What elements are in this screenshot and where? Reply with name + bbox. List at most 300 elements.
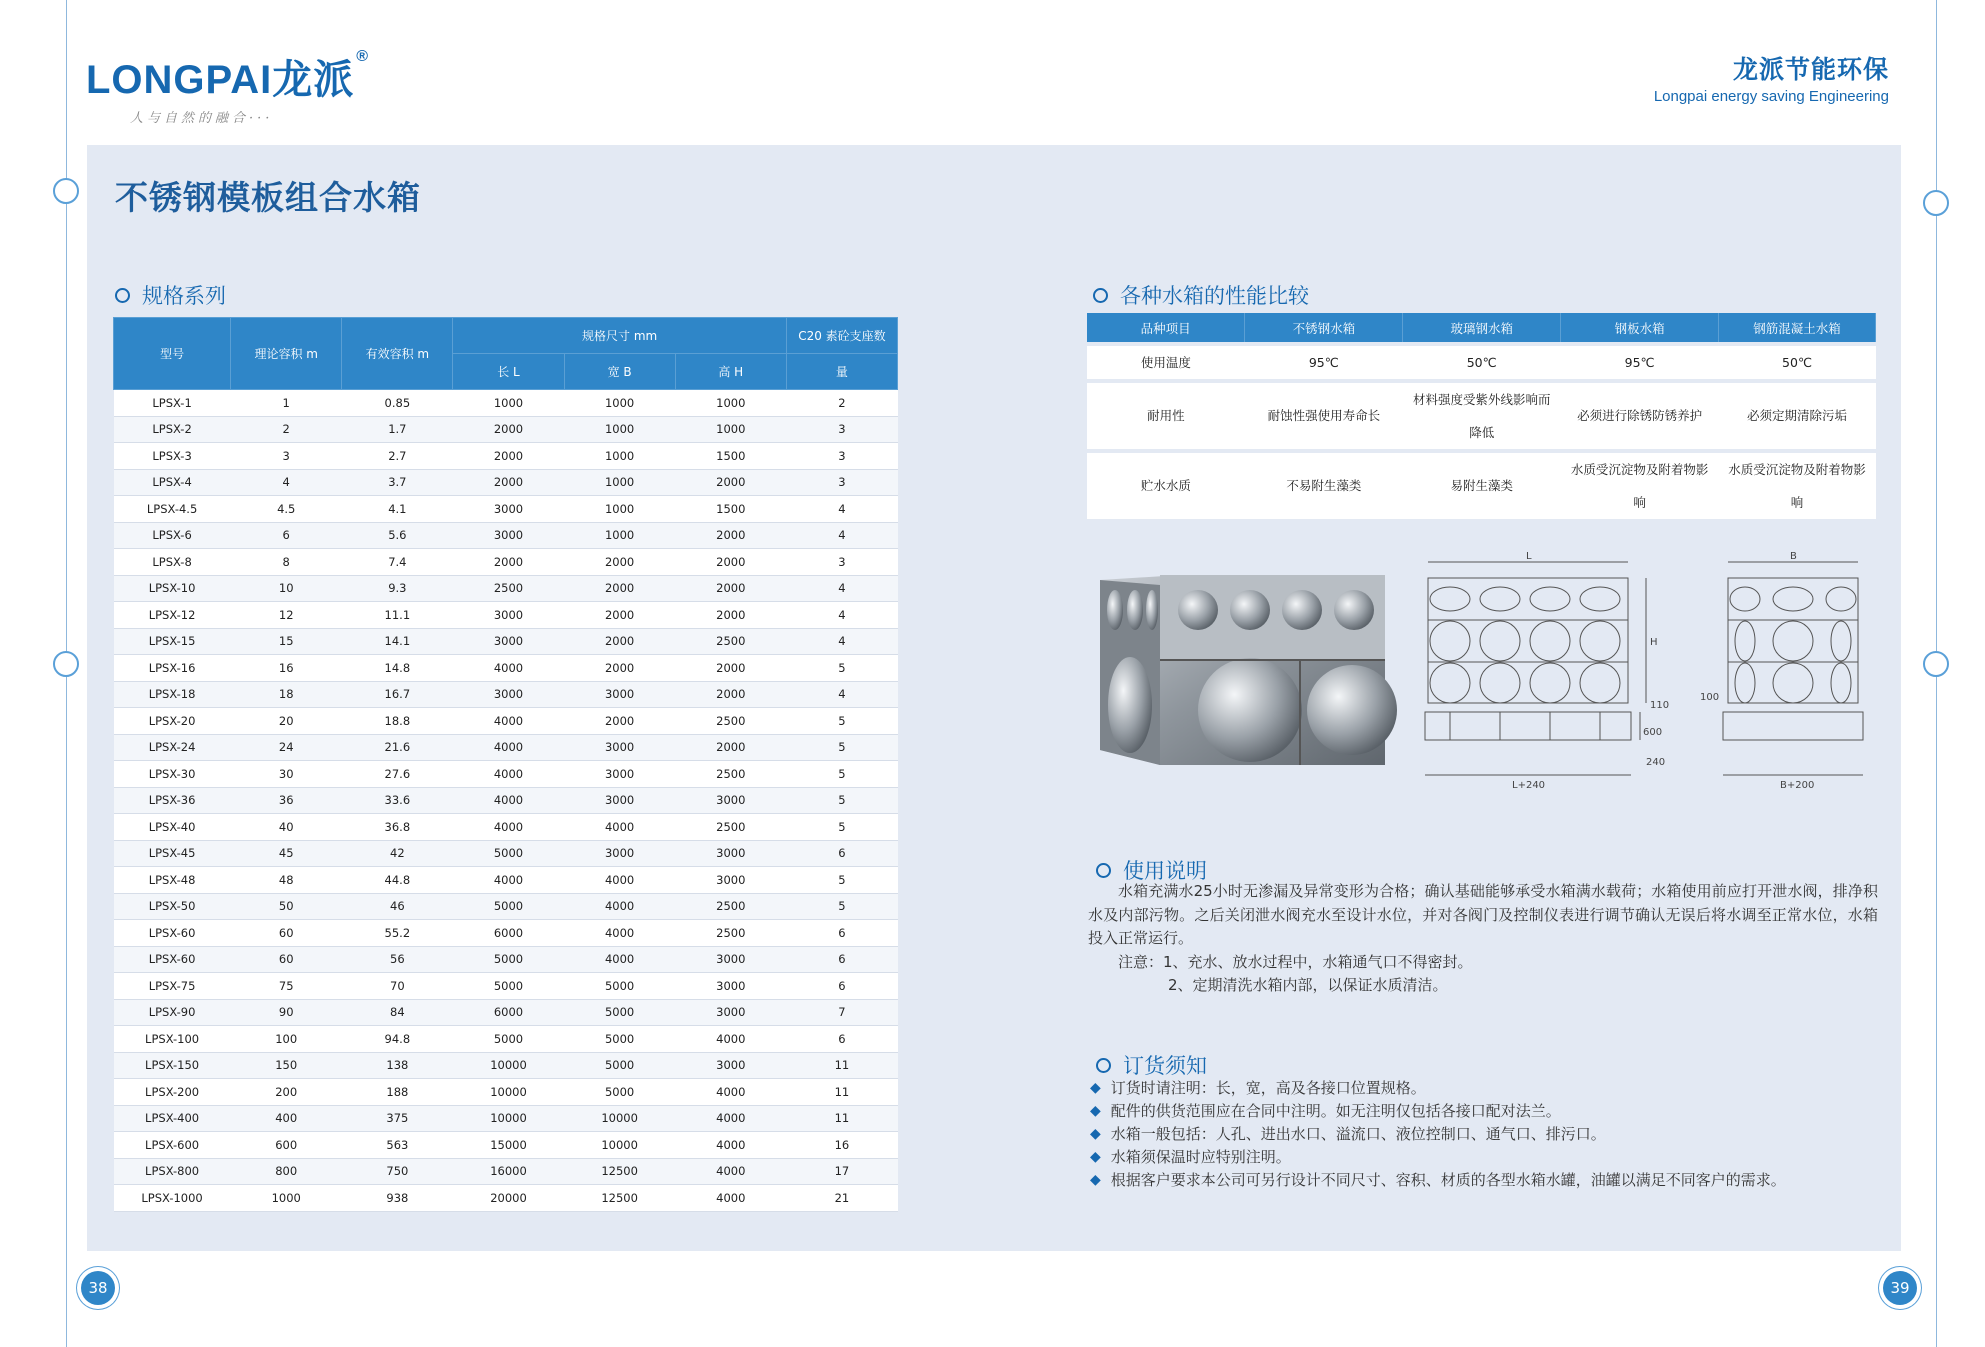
slogan: 人与自然的融合··· — [130, 111, 274, 126]
table-cell: 2000 — [675, 469, 786, 496]
table-cell: 36 — [231, 787, 342, 814]
table-cell: 56 — [342, 946, 453, 973]
table-cell: 1000 — [453, 390, 564, 417]
dim-label-100: 100 — [1700, 692, 1720, 703]
table-row — [114, 1052, 898, 1079]
table-cell: 2000 — [564, 549, 675, 576]
table-row — [114, 655, 898, 682]
table-cell: 18.8 — [342, 708, 453, 735]
logo-text: LONGPAI龙派 — [86, 58, 355, 102]
list-item — [1090, 1100, 1786, 1123]
table-cell: 20 — [231, 708, 342, 735]
table-cell: 36.8 — [342, 814, 453, 841]
table-cell: 5000 — [453, 973, 564, 1000]
table-cell: LPSX-75 — [114, 973, 231, 1000]
spec-table-body — [114, 390, 898, 1212]
table-cell: 45 — [231, 840, 342, 867]
table-cell: 2000 — [675, 522, 786, 549]
table-cell: 2500 — [675, 920, 786, 947]
table-cell: 1000 — [564, 522, 675, 549]
table-cell: 4 — [786, 628, 897, 655]
cmp-cell: 95℃ — [1245, 344, 1403, 381]
table-cell: 5 — [786, 708, 897, 735]
table-cell: 1000 — [564, 390, 675, 417]
table-cell: 2500 — [675, 893, 786, 920]
table-cell: 11 — [786, 1052, 897, 1079]
table-cell: 4000 — [564, 867, 675, 894]
usage-instructions — [1088, 880, 1878, 998]
table-cell: 8 — [231, 549, 342, 576]
table-cell: 5000 — [564, 973, 675, 1000]
table-cell: 4000 — [453, 814, 564, 841]
table-cell: 60 — [231, 946, 342, 973]
table-cell: 48 — [231, 867, 342, 894]
cmp-cell: 使用温度 — [1087, 344, 1245, 381]
table-row — [114, 469, 898, 496]
dim-label-600: 600 — [1643, 727, 1663, 738]
usage-heading-text: 使用说明 — [1123, 859, 1207, 883]
circle-bullet-icon — [115, 288, 130, 303]
table-cell: 4.1 — [342, 496, 453, 523]
order-item-text: 订货时请注明：长，宽，高及各接口位置规格。 — [1110, 1079, 1426, 1097]
table-row — [114, 1132, 898, 1159]
table-cell: 200 — [231, 1079, 342, 1106]
table-cell: 5000 — [453, 893, 564, 920]
diamond-bullet-icon: ◆ — [1090, 1126, 1101, 1142]
table-cell: 3 — [786, 443, 897, 470]
page-title: 不锈钢模板组合水箱 — [115, 178, 421, 217]
table-cell: 14.1 — [342, 628, 453, 655]
dim-label-B200: B+200 — [1780, 780, 1815, 791]
table-cell: 5 — [786, 867, 897, 894]
table-cell: 2000 — [675, 655, 786, 682]
table-cell: 400 — [231, 1105, 342, 1132]
binder-ring — [53, 178, 79, 204]
table-cell: 1000 — [231, 1185, 342, 1212]
table-cell: 100 — [231, 1026, 342, 1053]
table-cell: LPSX-24 — [114, 734, 231, 761]
table-cell: 4000 — [564, 920, 675, 947]
table-cell: 46 — [342, 893, 453, 920]
table-cell: LPSX-20 — [114, 708, 231, 735]
order-item-text: 水箱须保温时应特别注明。 — [1110, 1148, 1291, 1166]
table-cell: 2000 — [675, 734, 786, 761]
order-heading — [1096, 1050, 1207, 1080]
table-cell: 5000 — [453, 946, 564, 973]
table-row — [114, 787, 898, 814]
circle-bullet-icon — [1096, 1058, 1111, 1073]
list-item — [1090, 1077, 1786, 1100]
circle-bullet-icon — [1096, 863, 1111, 878]
table-cell: 4000 — [453, 867, 564, 894]
table-cell: 4000 — [453, 708, 564, 735]
table-cell: 24 — [231, 734, 342, 761]
table-cell: 3000 — [564, 787, 675, 814]
cmp-cell: 必须进行除锈防锈养护 — [1561, 381, 1719, 451]
table-cell: 2500 — [675, 708, 786, 735]
table-cell: 188 — [342, 1079, 453, 1106]
table-cell: 2.7 — [342, 443, 453, 470]
table-cell: 3 — [786, 469, 897, 496]
diamond-bullet-icon: ◆ — [1090, 1172, 1101, 1188]
table-cell: 2000 — [453, 549, 564, 576]
binder-ring — [1923, 651, 1949, 677]
table-cell: 2000 — [675, 602, 786, 629]
table-cell: 21.6 — [342, 734, 453, 761]
company-name-cn: 龙派节能环保 — [1732, 55, 1889, 84]
table-cell: 1500 — [675, 443, 786, 470]
table-row — [114, 522, 898, 549]
table-cell: 50 — [231, 893, 342, 920]
list-item — [1090, 1123, 1786, 1146]
table-cell: 0.85 — [342, 390, 453, 417]
table-cell: 563 — [342, 1132, 453, 1159]
order-item-text: 根据客户要求本公司可另行设计不同尺寸、容积、材质的各型水箱水罐，油罐以满足不同客户的需求。 — [1110, 1171, 1786, 1189]
table-cell: 6000 — [453, 999, 564, 1026]
dim-label-L: L — [1526, 551, 1532, 562]
table-cell: 15 — [231, 628, 342, 655]
table-cell: LPSX-800 — [114, 1158, 231, 1185]
table-cell: 15000 — [453, 1132, 564, 1159]
table-cell: 55.2 — [342, 920, 453, 947]
table-cell: 40 — [231, 814, 342, 841]
table-cell: 2000 — [453, 416, 564, 443]
table-cell: 5000 — [564, 1026, 675, 1053]
table-cell: 6 — [786, 946, 897, 973]
table-row — [114, 893, 898, 920]
cmp-cell: 50℃ — [1403, 344, 1561, 381]
stainless-tank-photo — [1100, 575, 1397, 765]
table-cell: 4000 — [675, 1158, 786, 1185]
table-cell: 4000 — [675, 1105, 786, 1132]
table-cell: 3000 — [564, 681, 675, 708]
table-cell: LPSX-10 — [114, 575, 231, 602]
table-cell: 2000 — [675, 575, 786, 602]
table-cell: 2500 — [675, 628, 786, 655]
table-cell: 27.6 — [342, 761, 453, 788]
cmp-cell: 贮水水质 — [1087, 451, 1245, 519]
table-row — [114, 814, 898, 841]
table-row — [114, 602, 898, 629]
diamond-bullet-icon: ◆ — [1090, 1149, 1101, 1165]
table-row — [114, 1185, 898, 1212]
table-cell: 3000 — [675, 946, 786, 973]
table-cell: 16000 — [453, 1158, 564, 1185]
tank-illustrations — [1090, 550, 1880, 795]
table-cell: LPSX-100 — [114, 1026, 231, 1053]
table-cell: 150 — [231, 1052, 342, 1079]
table-cell: 4000 — [564, 814, 675, 841]
table-cell: LPSX-16 — [114, 655, 231, 682]
table-cell: 2500 — [675, 761, 786, 788]
table-cell: 11 — [786, 1105, 897, 1132]
table-row — [114, 496, 898, 523]
table-cell: 9.3 — [342, 575, 453, 602]
table-cell: 2500 — [675, 814, 786, 841]
table-cell: 6 — [786, 1026, 897, 1053]
col-size: 规格尺寸 mm — [453, 318, 786, 354]
table-cell: 4000 — [675, 1185, 786, 1212]
table-row — [114, 999, 898, 1026]
table-cell: 4.5 — [231, 496, 342, 523]
order-item-text: 配件的供货范围应在合同中注明。如无注明仅包括各接口配对法兰。 — [1110, 1102, 1561, 1120]
cmp-col-frp: 玻璃钢水箱 — [1403, 313, 1561, 344]
table-cell: LPSX-200 — [114, 1079, 231, 1106]
table-cell: 4 — [786, 575, 897, 602]
table-cell: 11.1 — [342, 602, 453, 629]
table-cell: LPSX-6 — [114, 522, 231, 549]
table-cell: 12500 — [564, 1185, 675, 1212]
table-cell: 94.8 — [342, 1026, 453, 1053]
table-cell: LPSX-2 — [114, 416, 231, 443]
table-cell: 2000 — [564, 575, 675, 602]
table-cell: 3000 — [564, 840, 675, 867]
table-cell: 2 — [231, 416, 342, 443]
table-cell: 84 — [342, 999, 453, 1026]
cmp-cell: 50℃ — [1719, 344, 1876, 381]
table-cell: 938 — [342, 1185, 453, 1212]
table-cell: LPSX-60 — [114, 920, 231, 947]
table-cell: 4 — [786, 681, 897, 708]
table-cell: 2000 — [564, 655, 675, 682]
table-cell: 4000 — [453, 655, 564, 682]
side-elevation-drawing — [1723, 562, 1863, 775]
table-cell: 44.8 — [342, 867, 453, 894]
table-cell: 600 — [231, 1132, 342, 1159]
usage-note-1: 注意：1、充水、放水过程中，水箱通气口不得密封。 — [1118, 952, 1473, 971]
cmp-col-steel: 钢板水箱 — [1561, 313, 1719, 344]
cmp-cell: 必须定期清除污垢 — [1719, 381, 1876, 451]
table-cell: LPSX-15 — [114, 628, 231, 655]
col-width: 宽 B — [564, 354, 675, 390]
table-cell: 3000 — [564, 734, 675, 761]
cmp-col-stainless: 不锈钢水箱 — [1245, 313, 1403, 344]
table-cell: LPSX-4.5 — [114, 496, 231, 523]
table-row — [114, 1158, 898, 1185]
table-cell: 6 — [786, 840, 897, 867]
table-cell: 33.6 — [342, 787, 453, 814]
table-cell: 16 — [786, 1132, 897, 1159]
table-cell: LPSX-600 — [114, 1132, 231, 1159]
registered-mark: ® — [356, 48, 370, 65]
table-cell: 5 — [786, 814, 897, 841]
table-cell: 3000 — [453, 628, 564, 655]
table-cell: 11 — [786, 1079, 897, 1106]
dim-label-110: 110 — [1650, 700, 1670, 711]
table-cell: 3.7 — [342, 469, 453, 496]
table-cell: 3 — [786, 416, 897, 443]
table-cell: 5 — [786, 655, 897, 682]
col-length: 长 L — [453, 354, 564, 390]
table-row — [114, 708, 898, 735]
table-cell: 6 — [231, 522, 342, 549]
cmp-cell: 材料强度受紫外线影响而降低 — [1403, 381, 1561, 451]
table-cell: 16 — [231, 655, 342, 682]
table-cell: 2000 — [453, 469, 564, 496]
col-c20-bottom: 量 — [786, 354, 897, 390]
table-cell: 42 — [342, 840, 453, 867]
cmp-cell: 95℃ — [1561, 344, 1719, 381]
table-row — [114, 734, 898, 761]
table-cell: 3 — [231, 443, 342, 470]
company-name-en: Longpai energy saving Engineering — [1653, 88, 1889, 105]
table-cell: 1000 — [564, 469, 675, 496]
table-cell: 4 — [231, 469, 342, 496]
cmp-cell: 水质受沉淀物及附着物影响 — [1719, 451, 1876, 519]
dim-label-L240: L+240 — [1512, 780, 1546, 791]
table-cell: LPSX-90 — [114, 999, 231, 1026]
cmp-row-temperature — [1087, 344, 1876, 381]
table-cell: 3000 — [675, 867, 786, 894]
table-cell: 10000 — [564, 1132, 675, 1159]
table-cell: LPSX-12 — [114, 602, 231, 629]
col-theory: 理论容积 m — [231, 318, 342, 390]
table-cell: 18 — [231, 681, 342, 708]
order-heading-text: 订货须知 — [1123, 1054, 1207, 1078]
compare-heading-text: 各种水箱的性能比较 — [1120, 284, 1309, 308]
table-cell: 138 — [342, 1052, 453, 1079]
spec-table — [113, 317, 898, 1212]
table-cell: 3 — [786, 549, 897, 576]
table-cell: 75 — [231, 973, 342, 1000]
table-cell: 30 — [231, 761, 342, 788]
table-cell: 3000 — [453, 681, 564, 708]
table-cell: 4000 — [564, 893, 675, 920]
table-cell: 750 — [342, 1158, 453, 1185]
table-row — [114, 920, 898, 947]
table-cell: 3000 — [675, 840, 786, 867]
list-item — [1090, 1146, 1786, 1169]
table-row — [114, 681, 898, 708]
col-effective: 有效容积 m — [342, 318, 453, 390]
table-cell: 20000 — [453, 1185, 564, 1212]
table-cell: 2000 — [453, 443, 564, 470]
cmp-cell: 耐用性 — [1087, 381, 1245, 451]
cmp-col-item: 品种项目 — [1087, 313, 1245, 344]
table-cell: 90 — [231, 999, 342, 1026]
table-cell: 5000 — [453, 840, 564, 867]
table-cell: 6000 — [453, 920, 564, 947]
table-cell: 21 — [786, 1185, 897, 1212]
table-cell: 375 — [342, 1105, 453, 1132]
table-cell: 5 — [786, 734, 897, 761]
cmp-row-water-quality — [1087, 451, 1876, 519]
table-cell: 3000 — [675, 787, 786, 814]
table-cell: 1000 — [564, 416, 675, 443]
table-cell: 10 — [231, 575, 342, 602]
table-cell: 5000 — [564, 1052, 675, 1079]
table-cell: LPSX-4 — [114, 469, 231, 496]
table-cell: 4000 — [453, 734, 564, 761]
table-cell: 1000 — [675, 416, 786, 443]
table-cell: 70 — [342, 973, 453, 1000]
cmp-col-concrete: 钢筋混凝土水箱 — [1719, 313, 1876, 344]
table-cell: LPSX-36 — [114, 787, 231, 814]
table-cell: 7.4 — [342, 549, 453, 576]
usage-note-2: 2、定期清洗水箱内部，以保证水质清洁。 — [1168, 976, 1448, 994]
table-cell: 4 — [786, 522, 897, 549]
table-cell: 10000 — [564, 1105, 675, 1132]
usage-paragraph: 水箱充满水25小时无渗漏及异常变形为合格；确认基础能够承受水箱满水载荷；水箱使用前应打开泄水阀，排净积水及内部污物。之后关闭泄水阀充水至设计水位，并对各阀门及控制仪表进行调节确认无误后将水调至正常水位，水箱投入正常运行。 — [1088, 882, 1878, 947]
table-cell: 4000 — [675, 1026, 786, 1053]
table-row — [114, 1026, 898, 1053]
table-row — [114, 390, 898, 417]
table-cell: 2500 — [453, 575, 564, 602]
table-cell: 4000 — [453, 787, 564, 814]
table-cell: LPSX-45 — [114, 840, 231, 867]
table-cell: 3000 — [675, 999, 786, 1026]
table-cell: 2000 — [675, 681, 786, 708]
table-cell: 6 — [786, 973, 897, 1000]
dim-label-240: 240 — [1646, 757, 1666, 768]
table-cell: 60 — [231, 920, 342, 947]
table-cell: 3000 — [675, 1052, 786, 1079]
dim-label-H: H — [1650, 637, 1658, 648]
table-cell: LPSX-30 — [114, 761, 231, 788]
table-cell: 4000 — [675, 1132, 786, 1159]
table-cell: 3000 — [675, 973, 786, 1000]
cmp-cell: 水质受沉淀物及附着物影响 — [1561, 451, 1719, 519]
table-cell: LPSX-18 — [114, 681, 231, 708]
table-cell: 1.7 — [342, 416, 453, 443]
table-cell: LPSX-1 — [114, 390, 231, 417]
company-header — [1654, 50, 1889, 105]
table-cell: 2000 — [564, 602, 675, 629]
diamond-bullet-icon: ◆ — [1090, 1080, 1101, 1096]
table-cell: LPSX-40 — [114, 814, 231, 841]
table-cell: 3000 — [453, 496, 564, 523]
table-cell: 4000 — [564, 946, 675, 973]
table-cell: 5.6 — [342, 522, 453, 549]
table-cell: LPSX-400 — [114, 1105, 231, 1132]
diamond-bullet-icon: ◆ — [1090, 1103, 1101, 1119]
table-cell: LPSX-8 — [114, 549, 231, 576]
table-cell: 5 — [786, 787, 897, 814]
table-row — [114, 946, 898, 973]
table-row — [114, 575, 898, 602]
page-number-left: 38 — [81, 1271, 115, 1305]
table-cell: 1000 — [564, 496, 675, 523]
table-cell: 2000 — [564, 628, 675, 655]
table-cell: 2 — [786, 390, 897, 417]
table-cell: LPSX-60 — [114, 946, 231, 973]
col-height: 高 H — [675, 354, 786, 390]
table-cell: 1000 — [564, 443, 675, 470]
table-row — [114, 761, 898, 788]
table-cell: LPSX-50 — [114, 893, 231, 920]
table-cell: LPSX-1000 — [114, 1185, 231, 1212]
table-cell: 2000 — [675, 549, 786, 576]
spec-heading — [115, 280, 226, 310]
table-row — [114, 1079, 898, 1106]
table-cell: LPSX-48 — [114, 867, 231, 894]
binder-ring — [53, 651, 79, 677]
table-row — [114, 973, 898, 1000]
cmp-cell: 耐蚀性强使用寿命长 — [1245, 381, 1403, 451]
table-row — [114, 840, 898, 867]
table-cell: 5 — [786, 893, 897, 920]
order-list — [1090, 1077, 1786, 1192]
tank-drawings-svg — [1090, 550, 1880, 795]
table-row — [114, 628, 898, 655]
front-elevation-drawing — [1425, 562, 1646, 775]
table-cell: 5000 — [453, 1026, 564, 1053]
table-cell: 1000 — [675, 390, 786, 417]
cmp-cell: 不易附生藻类 — [1245, 451, 1403, 519]
table-cell: LPSX-3 — [114, 443, 231, 470]
table-cell: 1500 — [675, 496, 786, 523]
page-number-right: 39 — [1883, 1271, 1917, 1305]
